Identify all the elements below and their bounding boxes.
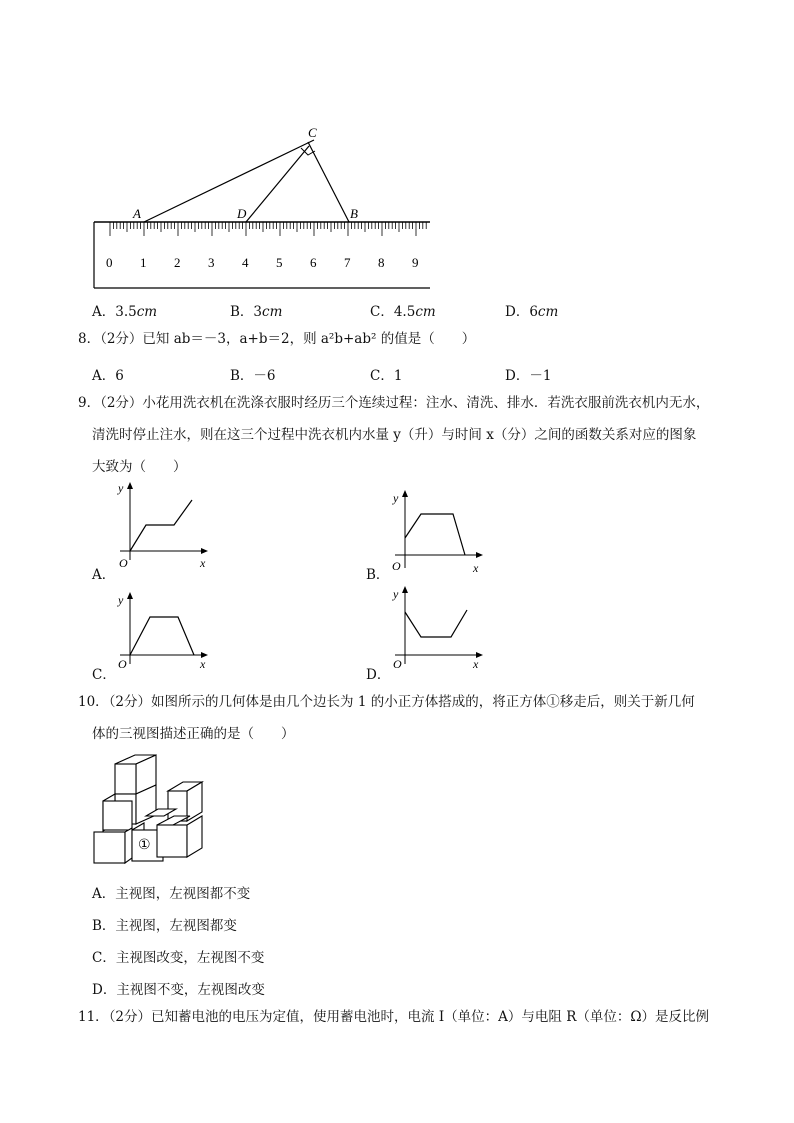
- graph-line: [130, 500, 192, 551]
- ruler-tick-label: 9: [412, 255, 419, 270]
- q10-option-b[interactable]: B．主视图，左视图都变: [92, 918, 237, 934]
- q8-option-b[interactable]: B．－6: [230, 368, 276, 384]
- q9-graph-d[interactable]: [385, 582, 485, 672]
- q8-number: 8．: [78, 331, 101, 347]
- q9-number: 9．: [78, 395, 101, 411]
- point-d-label: D: [237, 206, 247, 221]
- origin-label: O: [118, 657, 127, 671]
- ruler-tick-label: 0: [106, 255, 113, 270]
- x-label: x: [473, 657, 479, 671]
- x-axis-arrow: [201, 548, 208, 554]
- y-label: y: [118, 593, 124, 607]
- y-axis-arrow: [127, 592, 133, 599]
- question-8: [78, 332, 475, 347]
- q9-option-c-label[interactable]: C．: [92, 667, 116, 683]
- x-label: x: [200, 657, 206, 671]
- q7-option-d-value: 6: [529, 304, 538, 320]
- q7-option-d[interactable]: [505, 300, 558, 320]
- ruler-triangle-figure: [88, 120, 438, 295]
- q10-option-a[interactable]: A．主视图，左视图都不变: [92, 886, 251, 902]
- q10-line1: （2分）如图所示的几何体是由几个边长为 1 的小正方体搭成的，将正方体①移走后，则关于新几何: [108, 694, 695, 710]
- segment-bc: [308, 142, 349, 222]
- q7-option-d-key: D．: [505, 304, 530, 320]
- ruler-tick-label: 4: [242, 255, 249, 270]
- q10-number: 10．: [78, 694, 109, 710]
- cube-stack-figure: [90, 752, 215, 870]
- ruler-tick-label: 1: [140, 255, 147, 270]
- q7-option-a-key: A．: [92, 304, 116, 320]
- ruler-tick-label: 5: [276, 255, 283, 270]
- y-axis-arrow: [402, 586, 408, 593]
- q8-option-a[interactable]: A．6: [92, 368, 124, 384]
- q9-line3: 大致为（ ）: [92, 459, 187, 475]
- segment-ac: [144, 140, 314, 222]
- q7-option-b-unit: cm: [262, 304, 283, 320]
- y-label: y: [118, 481, 124, 495]
- cube-1-label: ①: [138, 837, 151, 853]
- q7-option-b[interactable]: [230, 300, 282, 320]
- q10-line2: 体的三视图描述正确的是（ ）: [92, 726, 295, 742]
- y-label: y: [393, 587, 399, 601]
- q7-option-b-value: 3: [253, 304, 263, 320]
- graph-line: [405, 514, 465, 555]
- q10-option-d[interactable]: D．主视图不变，左视图改变: [92, 982, 265, 998]
- origin-label: O: [393, 657, 402, 671]
- ruler-ticks: [110, 222, 426, 236]
- ruler-labels: [106, 255, 419, 270]
- q8-option-d[interactable]: D．－1: [505, 368, 552, 384]
- q7-option-b-key: B．: [230, 304, 254, 320]
- y-axis-arrow: [402, 490, 408, 497]
- q7-option-c-unit: cm: [415, 304, 436, 320]
- q9-line1: （2分）小花用洗衣机在洗涤衣服时经历三个连续过程：注水、清洗、排水．若洗衣服前洗衣机内无水，: [100, 395, 710, 411]
- q9-graph-a[interactable]: [110, 480, 210, 570]
- q7-option-a-value: 3.5: [115, 304, 137, 320]
- q11-text: （2分）已知蓄电池的电压为定值，使用蓄电池时，电流 I（单位：A）与电阻 R（单位：Ω）是反比例: [108, 1009, 710, 1025]
- ruler-tick-label: 3: [208, 255, 215, 270]
- x-axis-arrow: [476, 552, 483, 558]
- q10-option-c[interactable]: C．主视图改变，左视图不变: [92, 950, 265, 966]
- q7-option-c-value: 4.5: [393, 304, 416, 320]
- question-11: [78, 1010, 709, 1025]
- y-axis-arrow: [127, 482, 133, 489]
- question-9-line-1: [78, 396, 709, 411]
- q9-option-a-label[interactable]: A．: [92, 567, 116, 583]
- origin-label: O: [392, 559, 401, 573]
- q9-option-d-label[interactable]: D．: [366, 667, 391, 683]
- graph-line: [405, 610, 467, 637]
- point-a-label: A: [133, 206, 141, 221]
- q7-option-a[interactable]: [92, 300, 157, 320]
- q9-graph-b[interactable]: [385, 488, 485, 578]
- q9-graph-c[interactable]: [110, 588, 210, 673]
- graph-line: [130, 617, 194, 655]
- q8-option-c[interactable]: C．1: [370, 368, 403, 384]
- q8-text: （2分）已知 ab＝－3，a+b＝2，则 a²b+ab² 的值是（ ）: [100, 331, 476, 347]
- q7-option-a-unit: cm: [136, 304, 158, 320]
- ruler-tick-label: 6: [310, 255, 317, 270]
- q7-option-c[interactable]: [370, 300, 436, 320]
- origin-label: O: [119, 556, 128, 570]
- point-c-label: C: [308, 125, 317, 140]
- x-label: x: [200, 556, 206, 570]
- q7-option-d-unit: cm: [537, 304, 559, 320]
- point-b-label: B: [350, 206, 358, 221]
- y-label: y: [393, 491, 399, 505]
- question-10-line-1: [78, 695, 695, 710]
- q7-option-c-key: C．: [370, 304, 394, 320]
- q9-option-b-label[interactable]: B．: [366, 567, 390, 583]
- ruler-tick-label: 2: [174, 255, 181, 270]
- q11-number: 11．: [78, 1009, 109, 1025]
- q9-line2: 清洗时停止注水，则在这三个过程中洗衣机内水量 y（升）与时间 x（分）之间的函数关系对应的图象: [92, 427, 697, 443]
- ruler-tick-label: 8: [378, 255, 385, 270]
- ruler-tick-label: 7: [344, 255, 351, 270]
- x-label: x: [473, 561, 479, 575]
